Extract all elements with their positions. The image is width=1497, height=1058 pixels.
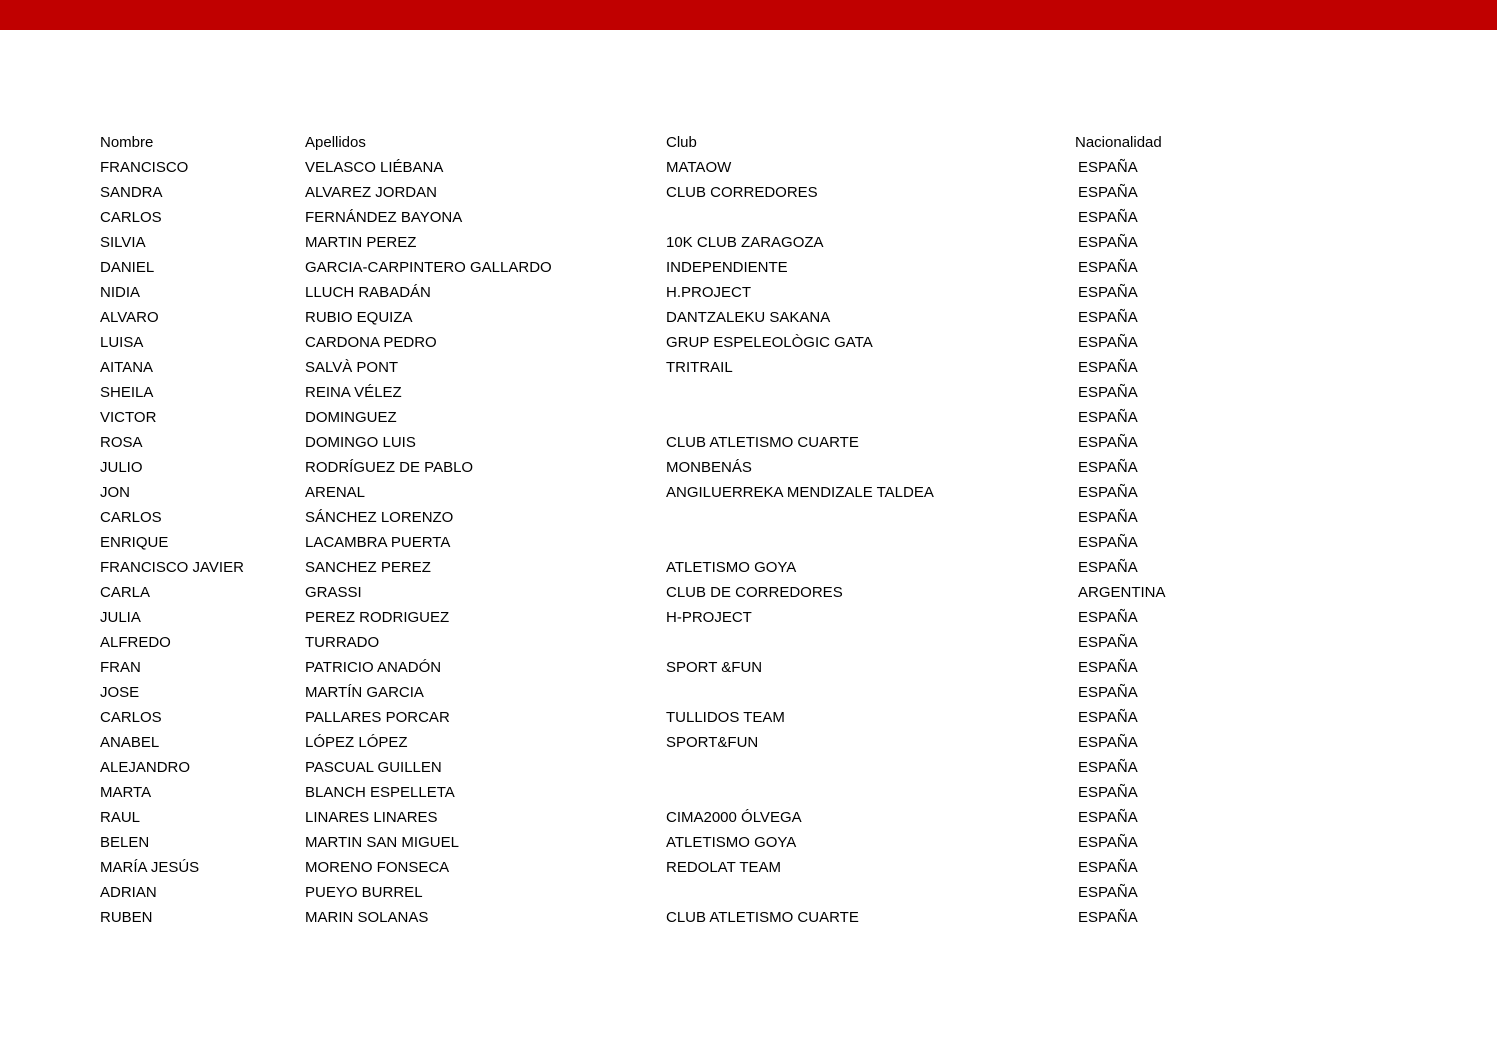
- cell-apellidos: LINARES LINARES: [305, 809, 438, 826]
- cell-club: ATLETISMO GOYA: [666, 559, 797, 576]
- cell-nacionalidad: ESPAÑA: [1078, 909, 1138, 926]
- cell-nacionalidad: ESPAÑA: [1078, 309, 1138, 326]
- cell-nombre: DANIEL: [100, 259, 155, 276]
- top-red-bar: [0, 0, 1497, 30]
- cell-club: [666, 205, 1075, 230]
- cell-nombre: JULIA: [100, 609, 141, 626]
- cell-club: TRITRAIL: [666, 359, 733, 376]
- cell-apellidos: REINA VÉLEZ: [305, 384, 402, 401]
- cell-apellidos: ALVAREZ JORDAN: [305, 184, 437, 201]
- table-row: [100, 230, 1480, 255]
- column-header-nombre: Nombre: [100, 134, 154, 151]
- cell-apellidos: PEREZ RODRIGUEZ: [305, 609, 450, 626]
- cell-apellidos: GRASSI: [305, 584, 362, 601]
- cell-club: 10K CLUB ZARAGOZA: [666, 234, 824, 251]
- cell-nacionalidad: ESPAÑA: [1078, 434, 1138, 451]
- cell-apellidos: VELASCO LIÉBANA: [305, 159, 444, 176]
- cell-club: H-PROJECT: [666, 609, 752, 626]
- cell-club: CLUB DE CORREDORES: [666, 584, 843, 601]
- cell-nacionalidad: ESPAÑA: [1078, 259, 1138, 276]
- cell-club: REDOLAT TEAM: [666, 859, 782, 876]
- cell-apellidos: CARDONA PEDRO: [305, 334, 437, 351]
- cell-apellidos: PATRICIO ANADÓN: [305, 659, 442, 676]
- cell-club: CLUB ATLETISMO CUARTE: [666, 434, 859, 451]
- cell-club: CIMA2000 ÓLVEGA: [666, 809, 802, 826]
- cell-apellidos: DOMINGUEZ: [305, 409, 397, 426]
- cell-nacionalidad: ESPAÑA: [1078, 559, 1138, 576]
- cell-nombre: LUISA: [100, 334, 144, 351]
- table-row: [100, 780, 1480, 805]
- cell-nacionalidad: ESPAÑA: [1078, 484, 1138, 501]
- cell-club: CLUB ATLETISMO CUARTE: [666, 909, 859, 926]
- cell-apellidos: ARENAL: [305, 484, 366, 501]
- cell-nacionalidad: ESPAÑA: [1078, 809, 1138, 826]
- cell-nacionalidad: ESPAÑA: [1078, 209, 1138, 226]
- participants-table: [100, 130, 1480, 930]
- cell-nombre: FRAN: [100, 659, 141, 676]
- cell-nombre: AITANA: [100, 359, 154, 376]
- cell-apellidos: MARIN SOLANAS: [305, 909, 429, 926]
- cell-nombre: ANABEL: [100, 734, 160, 751]
- cell-club: INDEPENDIENTE: [666, 259, 788, 276]
- table-row: [100, 555, 1480, 580]
- cell-nombre: ROSA: [100, 434, 143, 451]
- cell-apellidos: TURRADO: [305, 634, 380, 651]
- cell-nacionalidad: ESPAÑA: [1078, 859, 1138, 876]
- cell-nombre: JULIO: [100, 459, 143, 476]
- cell-apellidos: FERNÁNDEZ BAYONA: [305, 209, 463, 226]
- cell-nombre: SILVIA: [100, 234, 146, 251]
- cell-club: H.PROJECT: [666, 284, 752, 301]
- cell-apellidos: MORENO FONSECA: [305, 859, 450, 876]
- cell-nacionalidad: ESPAÑA: [1078, 709, 1138, 726]
- cell-nombre: JON: [100, 484, 130, 501]
- cell-nacionalidad: ESPAÑA: [1078, 634, 1138, 651]
- cell-club: CLUB CORREDORES: [666, 184, 818, 201]
- cell-club: DANTZALEKU SAKANA: [666, 309, 831, 326]
- table-row: [100, 580, 1480, 605]
- table-row: [100, 680, 1480, 705]
- cell-nombre: BELEN: [100, 834, 150, 851]
- cell-club: SPORT &FUN: [666, 659, 763, 676]
- cell-apellidos: PUEYO BURREL: [305, 884, 423, 901]
- cell-nacionalidad: ESPAÑA: [1078, 609, 1138, 626]
- cell-nombre: ENRIQUE: [100, 534, 169, 551]
- cell-nacionalidad: ESPAÑA: [1078, 359, 1138, 376]
- cell-nombre: MARTA: [100, 784, 152, 801]
- cell-club: ATLETISMO GOYA: [666, 834, 797, 851]
- table-body: [100, 155, 1480, 930]
- cell-apellidos: MARTIN SAN MIGUEL: [305, 834, 459, 851]
- table-row: [100, 630, 1480, 655]
- table-row: [100, 505, 1480, 530]
- table-header-row: [100, 130, 1480, 155]
- cell-club: MONBENÁS: [666, 459, 752, 476]
- table-row: [100, 455, 1480, 480]
- cell-apellidos: GARCIA-CARPINTERO GALLARDO: [305, 259, 552, 276]
- cell-club: [666, 380, 1075, 405]
- cell-apellidos: LÓPEZ LÓPEZ: [305, 734, 408, 751]
- cell-nacionalidad: ESPAÑA: [1078, 384, 1138, 401]
- table-row: [100, 830, 1480, 855]
- table-row: [100, 755, 1480, 780]
- cell-apellidos: LLUCH RABADÁN: [305, 284, 431, 301]
- cell-apellidos: DOMINGO LUIS: [305, 434, 416, 451]
- table-row: [100, 430, 1480, 455]
- cell-nombre: SHEILA: [100, 384, 154, 401]
- table-row: [100, 655, 1480, 680]
- cell-apellidos: PASCUAL GUILLEN: [305, 759, 442, 776]
- cell-nacionalidad: ESPAÑA: [1078, 534, 1138, 551]
- cell-nombre: ALFREDO: [100, 634, 171, 651]
- cell-nacionalidad: ESPAÑA: [1078, 159, 1138, 176]
- table-row: [100, 205, 1480, 230]
- column-header-nacionalidad: Nacionalidad: [1075, 134, 1162, 151]
- cell-club: [666, 530, 1075, 555]
- table-row: [100, 805, 1480, 830]
- cell-nombre: MARÍA JESÚS: [100, 859, 200, 876]
- cell-apellidos: RUBIO EQUIZA: [305, 309, 413, 326]
- cell-nacionalidad: ESPAÑA: [1078, 509, 1138, 526]
- cell-nacionalidad: ESPAÑA: [1078, 759, 1138, 776]
- table-row: [100, 330, 1480, 355]
- table-row: [100, 255, 1480, 280]
- cell-club: [666, 405, 1075, 430]
- table-row: [100, 355, 1480, 380]
- cell-nacionalidad: ESPAÑA: [1078, 184, 1138, 201]
- table-row: [100, 480, 1480, 505]
- table-row: [100, 405, 1480, 430]
- column-header-club: Club: [666, 134, 697, 151]
- cell-club: [666, 505, 1075, 530]
- cell-apellidos: BLANCH ESPELLETA: [305, 784, 455, 801]
- table-row: [100, 730, 1480, 755]
- table-row: [100, 180, 1480, 205]
- cell-club: [666, 630, 1075, 655]
- cell-nacionalidad: ESPAÑA: [1078, 684, 1138, 701]
- cell-nombre: CARLOS: [100, 709, 162, 726]
- cell-nombre: ADRIAN: [100, 884, 157, 901]
- table-row: [100, 155, 1480, 180]
- table-row: [100, 705, 1480, 730]
- cell-nacionalidad: ESPAÑA: [1078, 834, 1138, 851]
- cell-nombre: CARLOS: [100, 209, 162, 226]
- cell-apellidos: SÁNCHEZ LORENZO: [305, 509, 454, 526]
- cell-apellidos: PALLARES PORCAR: [305, 709, 450, 726]
- cell-nacionalidad: ESPAÑA: [1078, 409, 1138, 426]
- cell-nombre: CARLA: [100, 584, 151, 601]
- table-row: [100, 280, 1480, 305]
- table-row: [100, 530, 1480, 555]
- cell-nombre: RAUL: [100, 809, 141, 826]
- cell-nombre: JOSE: [100, 684, 140, 701]
- cell-nombre: ALVARO: [100, 309, 159, 326]
- cell-nacionalidad: ESPAÑA: [1078, 659, 1138, 676]
- table-row: [100, 880, 1480, 905]
- cell-apellidos: LACAMBRA PUERTA: [305, 534, 451, 551]
- cell-nacionalidad: ESPAÑA: [1078, 734, 1138, 751]
- cell-nombre: FRANCISCO JAVIER: [100, 559, 244, 576]
- cell-nacionalidad: ESPAÑA: [1078, 234, 1138, 251]
- cell-nacionalidad: ESPAÑA: [1078, 284, 1138, 301]
- cell-nombre: CARLOS: [100, 509, 162, 526]
- cell-apellidos: MARTÍN GARCIA: [305, 684, 424, 701]
- cell-nombre: NIDIA: [100, 284, 141, 301]
- cell-club: ANGILUERREKA MENDIZALE TALDEA: [666, 484, 934, 501]
- cell-apellidos: MARTIN PEREZ: [305, 234, 417, 251]
- cell-club: TULLIDOS TEAM: [666, 709, 785, 726]
- cell-nombre: RUBEN: [100, 909, 153, 926]
- table-row: [100, 605, 1480, 630]
- cell-nombre: SANDRA: [100, 184, 163, 201]
- cell-nacionalidad: ESPAÑA: [1078, 784, 1138, 801]
- cell-club: [666, 755, 1075, 780]
- cell-apellidos: SALVÀ PONT: [305, 359, 399, 376]
- table-row: [100, 905, 1480, 930]
- cell-nombre: VICTOR: [100, 409, 157, 426]
- cell-club: [666, 780, 1075, 805]
- table-row: [100, 380, 1480, 405]
- column-header-apellidos: Apellidos: [305, 134, 366, 151]
- cell-club: SPORT&FUN: [666, 734, 759, 751]
- cell-nombre: ALEJANDRO: [100, 759, 191, 776]
- cell-apellidos: RODRÍGUEZ DE PABLO: [305, 459, 474, 476]
- cell-nacionalidad: ESPAÑA: [1078, 884, 1138, 901]
- cell-club: MATAOW: [666, 159, 732, 176]
- cell-nacionalidad: ARGENTINA: [1078, 584, 1166, 601]
- cell-club: [666, 680, 1075, 705]
- cell-nombre: FRANCISCO: [100, 159, 189, 176]
- table-row: [100, 855, 1480, 880]
- table-row: [100, 305, 1480, 330]
- cell-nacionalidad: ESPAÑA: [1078, 334, 1138, 351]
- cell-apellidos: SANCHEZ PEREZ: [305, 559, 431, 576]
- cell-club: GRUP ESPELEOLÒGIC GATA: [666, 334, 873, 351]
- cell-club: [666, 880, 1075, 905]
- cell-nacionalidad: ESPAÑA: [1078, 459, 1138, 476]
